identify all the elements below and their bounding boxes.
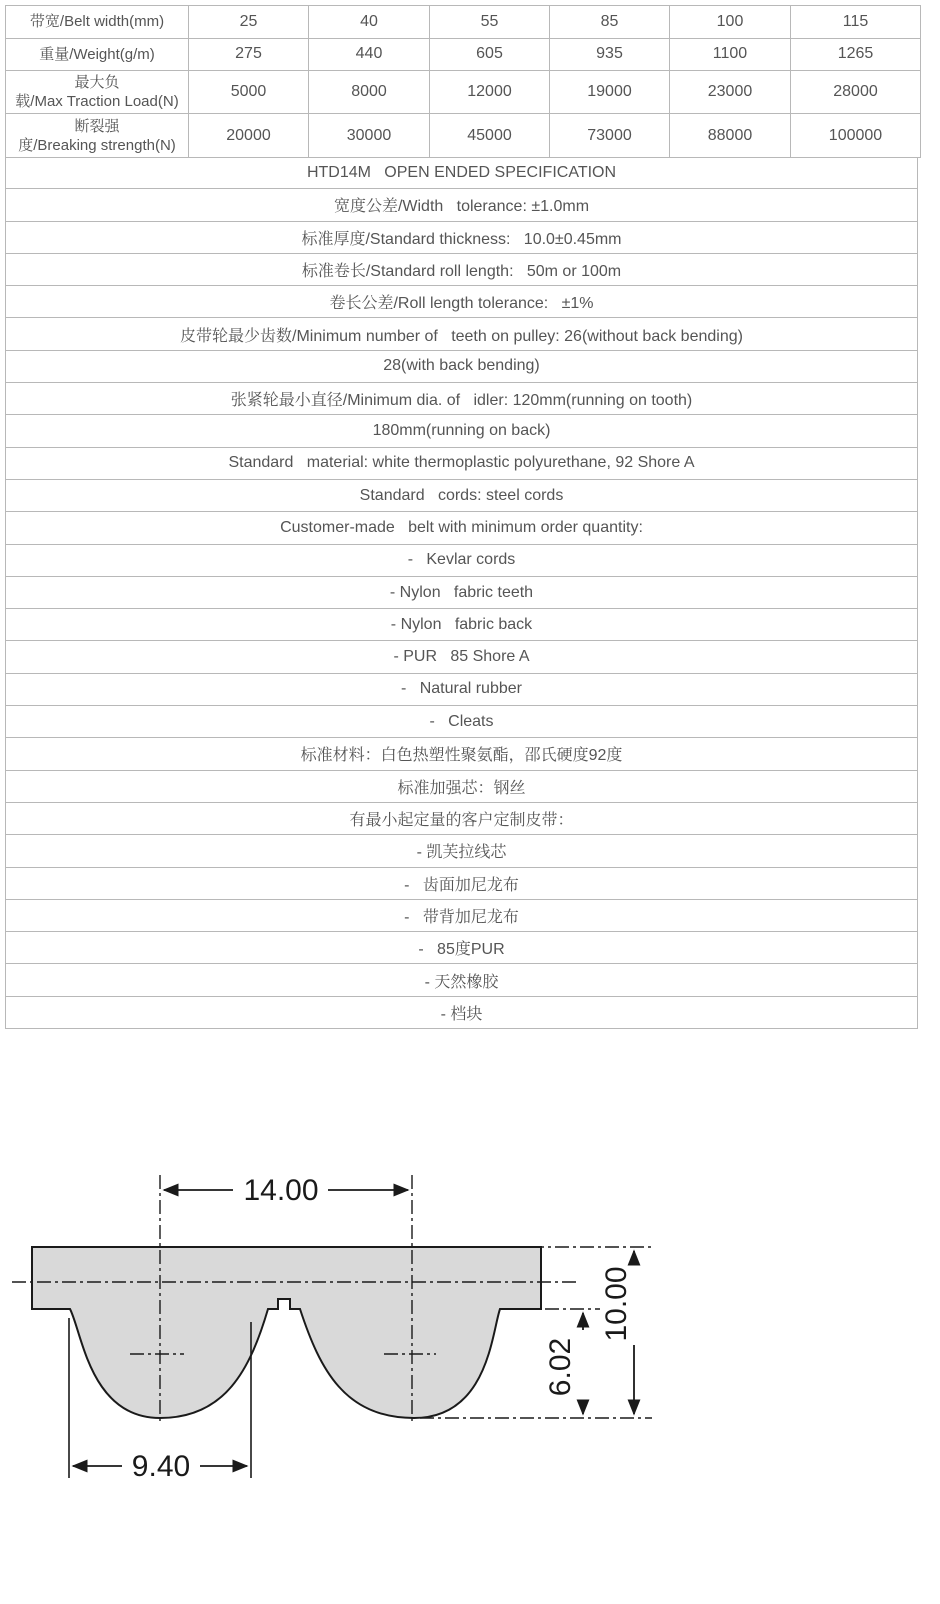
table-cell: 88000 bbox=[670, 114, 791, 158]
table-cell: 23000 bbox=[670, 71, 791, 114]
row-label-line: 断裂强 bbox=[74, 117, 120, 135]
table-cell: 440 bbox=[309, 38, 430, 71]
tooth-width-label: 9.40 bbox=[131, 1450, 191, 1483]
row-label: 重量/Weight(g/m) bbox=[6, 38, 189, 71]
spec-row: - 齿面加尼龙布 bbox=[5, 868, 918, 900]
spec-row: - 凯芙拉线芯 bbox=[5, 835, 918, 867]
table-row bbox=[6, 71, 921, 114]
spec-row: Customer-made belt with minimum order quantity: bbox=[5, 512, 918, 544]
tooth-depth-dimension bbox=[544, 1313, 583, 1414]
spec-row: 标准加强芯：钢丝 bbox=[5, 771, 918, 803]
spec-row: Standard material: white thermoplastic polyurethane, 92 Shore A bbox=[5, 448, 918, 480]
spec-row: - Nylon fabric back bbox=[5, 609, 918, 641]
table-row bbox=[6, 114, 921, 158]
tooth-width-dimension bbox=[73, 1450, 247, 1483]
table-row bbox=[6, 6, 921, 39]
row-label-line: 度/Breaking strength(N) bbox=[18, 136, 176, 154]
table-cell: 45000 bbox=[430, 114, 550, 158]
belt-spec-table bbox=[5, 5, 921, 158]
spec-row: - 档块 bbox=[5, 997, 918, 1029]
specification-list bbox=[5, 157, 918, 1029]
belt-profile-shape bbox=[32, 1247, 541, 1418]
tooth-depth-label: 6.02 bbox=[544, 1337, 577, 1397]
spec-row: 皮带轮最少齿数/Minimum number of teeth on pulley: 26(without back bending) bbox=[5, 318, 918, 350]
spec-row: 标准卷长/Standard roll length: 50m or 100m bbox=[5, 254, 918, 286]
spec-row: - PUR 85 Shore A bbox=[5, 641, 918, 673]
row-label-line: 最大负 bbox=[74, 74, 120, 92]
table-cell: 100000 bbox=[791, 114, 921, 158]
table-cell: 25 bbox=[189, 6, 309, 39]
spec-row: 有最小起定量的客户定制皮带： bbox=[5, 803, 918, 835]
table-cell: 1100 bbox=[670, 38, 791, 71]
table-cell: 935 bbox=[550, 38, 670, 71]
table-cell: 8000 bbox=[309, 71, 430, 114]
spec-row: - 带背加尼龙布 bbox=[5, 900, 918, 932]
pitch-label: 14.00 bbox=[243, 1174, 319, 1207]
table-cell: 73000 bbox=[550, 114, 670, 158]
table-cell: 19000 bbox=[550, 71, 670, 114]
total-height-dimension bbox=[600, 1251, 634, 1414]
row-label bbox=[6, 114, 189, 158]
total-height-label: 10.00 bbox=[600, 1266, 633, 1342]
table-cell: 40 bbox=[309, 6, 430, 39]
spec-row: 标准厚度/Standard thickness: 10.0±0.45mm bbox=[5, 222, 918, 254]
table-cell: 100 bbox=[670, 6, 791, 39]
row-label-line: 载/Max Traction Load(N) bbox=[15, 93, 179, 111]
table-cell: 5000 bbox=[189, 71, 309, 114]
table-cell: 28000 bbox=[791, 71, 921, 114]
spec-row: Standard cords: steel cords bbox=[5, 480, 918, 512]
pitch-dimension bbox=[164, 1174, 408, 1207]
spec-row: - Natural rubber bbox=[5, 674, 918, 706]
table-cell: 55 bbox=[430, 6, 550, 39]
spec-row: - 天然橡胶 bbox=[5, 964, 918, 996]
table-cell: 85 bbox=[550, 6, 670, 39]
spec-row: 张紧轮最小直径/Minimum dia. of idler: 120mm(running on tooth) bbox=[5, 383, 918, 415]
spec-row: 宽度公差/Width tolerance: ±1.0mm bbox=[5, 189, 918, 221]
table-cell: 115 bbox=[791, 6, 921, 39]
belt-tooth-profile-drawing bbox=[0, 1150, 700, 1510]
table-cell: 30000 bbox=[309, 114, 430, 158]
row-label bbox=[6, 71, 189, 114]
table-cell: 20000 bbox=[189, 114, 309, 158]
spec-row: - Nylon fabric teeth bbox=[5, 577, 918, 609]
table-cell: 605 bbox=[430, 38, 550, 71]
table-cell: 12000 bbox=[430, 71, 550, 114]
table-cell: 1265 bbox=[791, 38, 921, 71]
spec-row: 28(with back bending) bbox=[5, 351, 918, 383]
spec-row: - Cleats bbox=[5, 706, 918, 738]
table-row bbox=[6, 38, 921, 71]
spec-row: 标准材料：白色热塑性聚氨酯，邵氏硬度92度 bbox=[5, 738, 918, 770]
spec-row: - 85度PUR bbox=[5, 932, 918, 964]
spec-row: - Kevlar cords bbox=[5, 545, 918, 577]
spec-row: 卷长公差/Roll length tolerance: ±1% bbox=[5, 286, 918, 318]
spec-row: 180mm(running on back) bbox=[5, 415, 918, 447]
spec-title: HTD14M OPEN ENDED SPECIFICATION bbox=[5, 157, 918, 189]
row-label: 带宽/Belt width(mm) bbox=[6, 6, 189, 39]
table-cell: 275 bbox=[189, 38, 309, 71]
